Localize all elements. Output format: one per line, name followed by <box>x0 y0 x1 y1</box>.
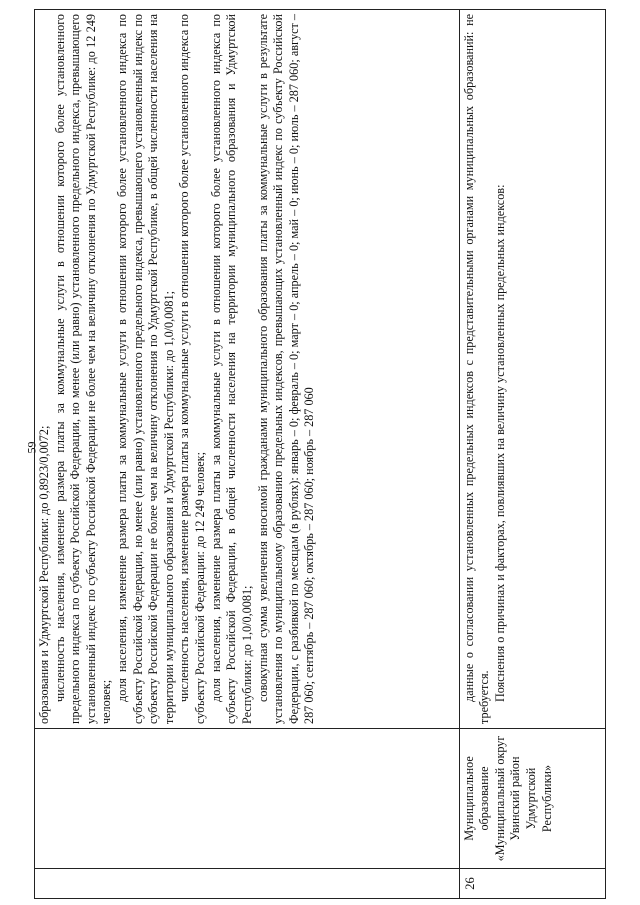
row-number-cell <box>35 869 460 899</box>
indicators-text-cell <box>35 10 460 729</box>
text-paragraph: доля населения, изменение размера платы за коммунальные услуги в отношении которого более установленного индекса по субъекту Российской Федерации, в общей численности населения на территории муниципального образования и Удмуртской Республики: до 1,0/0,0081; <box>208 14 254 724</box>
rotated-page-content <box>34 9 606 899</box>
data-table <box>34 9 606 899</box>
municipality-name-line: Муниципальное образование <box>461 756 492 841</box>
text-paragraph: данные о согласовании установленных предельных индексов с представительными органами муниципальных образований: не требуется. <box>461 14 492 724</box>
municipality-name-cell <box>459 729 605 869</box>
row-number-cell: 26 <box>459 869 605 899</box>
page-number: 59 <box>24 441 39 454</box>
indicators-text-cell <box>459 10 605 729</box>
municipality-name-line: «Муниципальный округ <box>492 735 507 862</box>
municipality-name-cell <box>35 729 460 869</box>
text-paragraph: доля населения, изменение размера платы за коммунальные услуги в отношении которого более установленного индекса по субъекту Российской Федерации, но менее (или равно) установленного предельного индекса, превышающего установленный индекс по субъекту Российской Федерации не более чем на величину отклонения по Удмуртской Республике, в общей численности населения на территории муниципального образования и Удмуртской Республики: до 1,0/0,0081; <box>115 14 176 724</box>
table-row <box>459 10 605 899</box>
table-row <box>35 10 460 899</box>
text-paragraph: численность населения, изменение размера платы за коммунальные услуги в отношении которого более установленного предельного индекса по субъекту Российской Федерации, но менее (или равно) установленного предельного индекса, превышающего установленный индекс по субъекту Российской Федерации не более чем на величину отклонения по Удмуртской Республике: до 12 249 человек; <box>52 14 114 724</box>
municipality-name-line: Увинский район <box>508 756 523 841</box>
text-paragraph: образования и Удмуртской Республики: до 0,8923/0,0072; <box>37 425 51 724</box>
text-paragraph: Пояснения о причинах и факторах, повлиявших на величину установленных предельных индексов: <box>492 184 507 702</box>
text-paragraph: совокупная сумма увеличения вносимой гражданами муниципального образования платы за коммунальные услуги в результате установления по муниципальному образованию предельных индексов, превышающих установленный индекс по субъекту Российской Федерации, с разбивкой по месяцам (в рублях): январь – 0; февраль – 0; март – 0; апрель – 0; май – 0; июнь – 0; июль – 287 060; август – 287 060; сентябрь – 287 060; октябрь – 287 060; ноябрь – 287 060 <box>255 14 317 724</box>
municipality-name-line: Удмуртской Республики» <box>523 764 554 833</box>
text-paragraph: численность населения, изменение размера платы за коммунальные услуги в отношении которого более установленного индекса по субъекту Российской Федерации: до 12 249 человек; <box>177 14 208 724</box>
